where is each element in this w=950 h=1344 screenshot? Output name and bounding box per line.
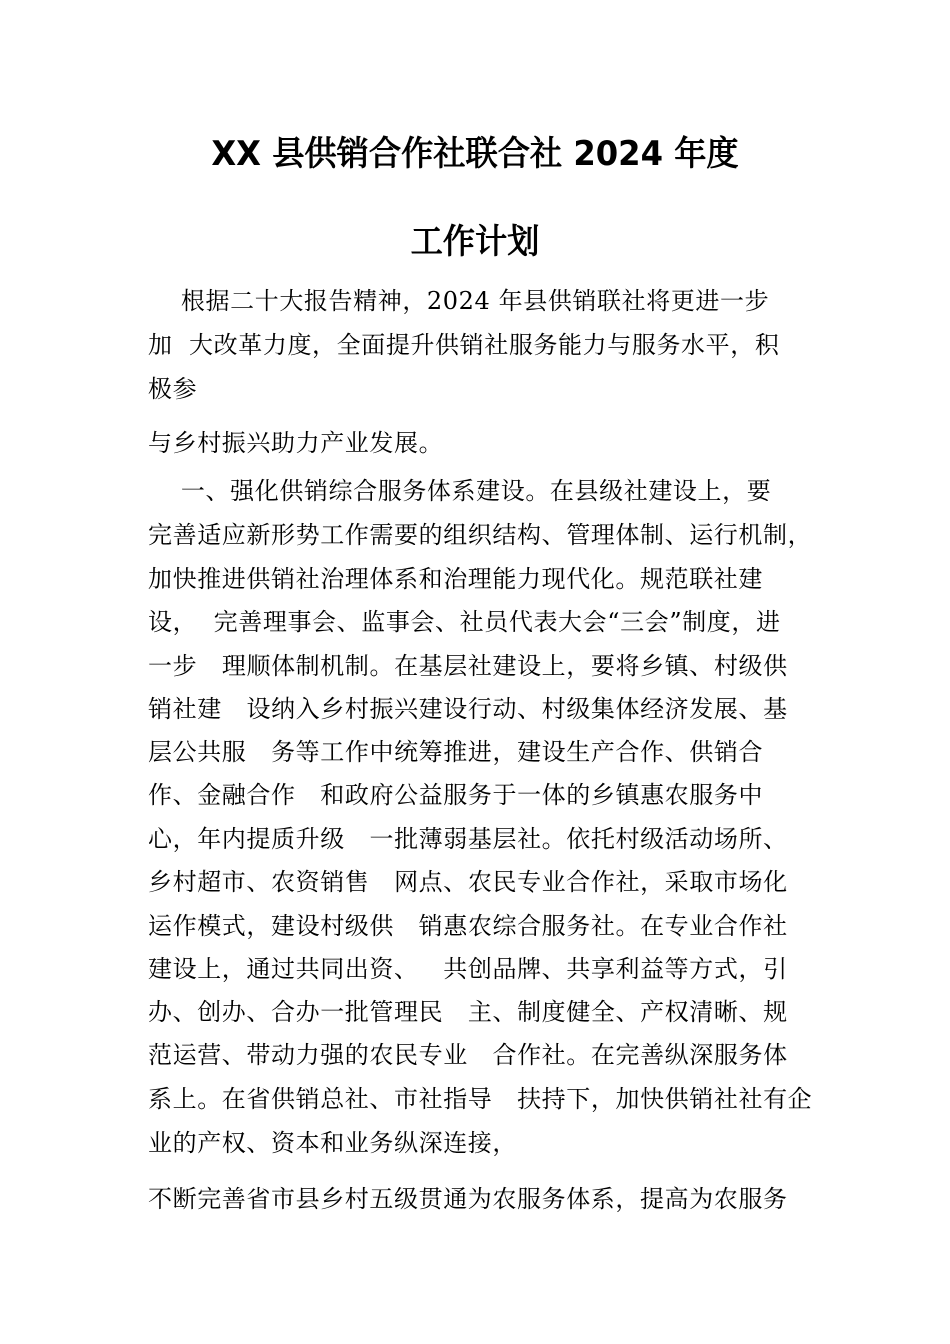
body-line: 一步 理顺体制机制。在基层社建设上，要将乡镇、村级供	[148, 652, 788, 680]
body-line: 不断完善省市县乡村五级贯通为农服务体系，提高为农服务	[148, 1185, 788, 1213]
body-line: 业的产权、资本和业务纵深连接，	[148, 1129, 517, 1157]
body-line: 系上。在省供销总社、市社指导 扶持下，加快供销社社有企	[148, 1085, 813, 1113]
body-line: 乡村超市、农资销售 网点、农民专业合作社，采取市场化	[148, 868, 788, 896]
body-line: 心，年内提质升级 一批薄弱基层社。依托村级活动场所、	[148, 825, 788, 853]
body-line: 完善适应新形势工作需要的组织结构、管理体制、运行机制，	[148, 521, 813, 549]
body-line: 加快推进供销社治理体系和治理能力现代化。规范联社建	[148, 565, 763, 593]
body-line: 一、强化供销综合服务体系建设。在县级社建设上，要	[148, 477, 772, 505]
body-line: 运作模式，建设村级供 销惠农综合服务社。在专业合作社	[148, 912, 788, 940]
body-line: 作、金融合作 和政府公益服务于一体的乡镇惠农服务中	[148, 781, 764, 809]
body-line: 办、创办、合办一批管理民 主、制度健全、产权清晰、规	[148, 998, 788, 1026]
body-line: 与乡村振兴助力产业发展。	[148, 429, 444, 457]
body-line: 销社建 设纳入乡村振兴建设行动、村级集体经济发展、基	[148, 695, 788, 723]
document-title-line-1: XX 县供销合作社联合社 2024 年度	[211, 134, 739, 174]
document-title-line-2: 工作计划	[410, 222, 540, 262]
body-line: 层公共服 务等工作中统筹推进，建设生产合作、供销合	[148, 738, 764, 766]
body-line: 建设上，通过共同出资、 共创品牌、共享利益等方式，引	[148, 955, 788, 983]
body-line: 极参	[148, 375, 198, 403]
body-line: 设， 完善理事会、监事会、社员代表大会“三会”制度，进	[148, 608, 781, 636]
body-line: 范运营、带动力强的农民专业 合作社。在完善纵深服务体	[148, 1041, 788, 1069]
body-line: 加 大改革力度，全面提升供销社服务能力与服务水平，积	[148, 331, 780, 359]
body-line: 根据二十大报告精神，2024 年县供销联社将更进一步	[148, 287, 770, 315]
